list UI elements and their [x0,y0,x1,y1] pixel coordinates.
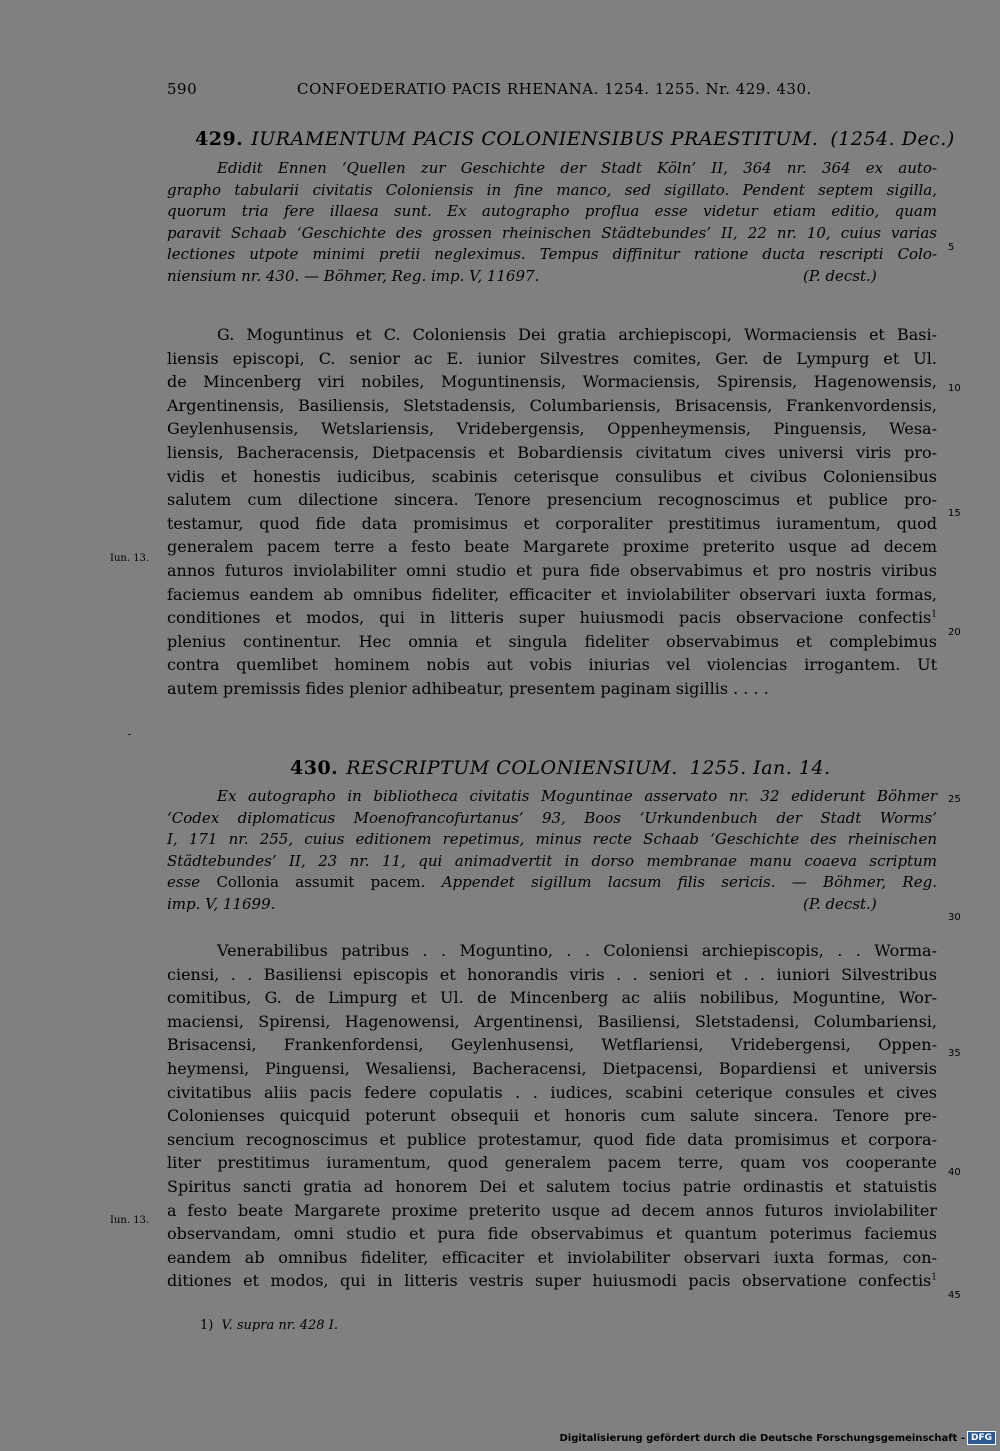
text-line: vidis et honestis iudicibus, scabinis ceterisque consulibus et civibus Coloniensibus [167,466,937,486]
page-number: 590 [167,80,198,98]
text-line: contra quemlibet hominem nobis aut vobis iniurias vel violencias irrogantem. Ut [167,655,937,675]
note-line-text: imp. V, 11699. [167,894,276,913]
dfg-logo-icon: DFG [967,1431,996,1445]
credit-text: Digitalisierung gefördert durch die Deutsche Forschungsgemeinschaft - [559,1432,965,1444]
line-number: 45 [948,1290,961,1301]
footnote-ref: 1 [931,1272,937,1283]
line-number: 5 [948,242,955,253]
text-line: salutem cum dilectione sincera. Tenore presencium recognoscimus et publice pro- [167,490,937,510]
text-line: autem premissis fides plenior adhibeatur, presentem paginam sigillis . . . . [167,678,769,698]
footnote-text: V. supra nr. 428 I. [221,1318,338,1333]
doc-429-number: 429. [195,128,244,150]
footnote-marker: 1) [200,1318,214,1333]
margin-tick [128,734,131,735]
text-line: comitibus, G. de Limpurg et Ul. de Mincenberg ac aliis nobilibus, Moguntine, Wor- [167,988,937,1008]
text-line: generalem pacem terre a festo beate Margarete proxime preterito usque ad decem [167,537,937,557]
line-number: 40 [948,1167,961,1178]
text-line: faciemus eandem ab omnibus fideliter, efficaciter et inviolabiliter observari iuxta formas, [167,584,937,604]
text-line: civitatibus aliis pacis federe copulatis . . iudices, scabini ceterique consules et cives [167,1082,937,1102]
line-number: 20 [948,627,961,638]
text-line-with-footnote [167,606,937,630]
note-line: quorum tria fere illaesa sunt. Ex autographo proflua esse videtur etiam editio, quam [167,202,937,220]
editor-mark: (P. decst.) [803,266,877,285]
note-line: Edidit Ennen ‘Quellen zur Geschichte der Stadt Köln’ II, 364 nr. 364 ex auto- [217,159,937,177]
text-line: a festo beate Margarete proxime preterito usque ad decem annos futuros inviolabiliter [167,1200,937,1220]
digitization-credit [559,1431,996,1445]
note-line: grapho tabularii civitatis Coloniensis in fine manco, sed sigillato. Pendent septem sigilla, [167,180,937,199]
text-line: Spiritus sancti gratia ad honorem Dei et salutem tocius patrie ordinastis et statuistis [167,1176,937,1196]
line-number: 30 [948,912,961,923]
text-line: annos futuros inviolabiliter omni studio et pura fide observabimus et pro nostris viribus [167,560,937,580]
doc-429-editorial-notes [167,158,937,287]
text-line: liensis episcopi, C. senior ac E. iunior Silvestres comites, Ger. de Lympurg et Ul. [167,348,937,368]
note-line: Städtebundes’ II, 23 nr. 11, qui animadvertit in dorso membranae manu coaeva scriptum [167,851,937,870]
line-number: 10 [948,383,961,394]
text-line: Colonienses quicquid poterunt obsequii et honoris cum salute sincera. Tenore pre- [167,1106,937,1126]
doc-430-title: RESCRIPTUM COLONIENSIUM. [346,757,678,779]
note-line: lectiones utpote minimi pretii negleximus. Tempus diffinitur ratione ducta rescripti Colo- [167,245,937,263]
text-line: Venerabilibus patribus . . Moguntino, . . Coloniensi archiepiscopis, . . Worma- [217,941,937,960]
doc-429-body [167,323,937,701]
text-line: observandam, omni studio et pura fide observabimus et quantum poterimus faciemus [167,1224,937,1244]
margin-date-note: Iun. 13. [110,553,150,564]
doc-430-number: 430. [290,757,339,779]
text-line: plenius continentur. Hec omnia et singula fideliter observabimus et complebimus [167,631,937,651]
note-line-last [167,894,937,916]
doc-430-heading [290,757,1000,779]
note-fragment: Appendet sigillum lacsum filis sericis. — Böhmer, Reg. [441,873,937,891]
text-line-content: ditiones et modos, qui in litteris vestris super huiusmodi pacis observatione confectis [167,1271,932,1291]
text-line: G. Moguntinus et C. Coloniensis Dei gratia archiepiscopi, Wormaciensis et Basi- [217,325,937,344]
text-line: ciensi, . . Basiliensi episcopis et honorandis viris . . seniori et . . iuniori Silvestribus [167,964,937,984]
doc-430-body [167,939,937,1293]
doc-429-title: IURAMENTUM PACIS COLONIENSIBUS PRAESTITUM. [251,128,819,150]
margin-date-note: Iun. 13. [110,1215,150,1226]
note-fragment: esse [167,873,201,891]
text-line: liter prestitimus iuramentum, quod generalem pacem terre, quam vos cooperante [167,1153,937,1173]
doc-429-heading [195,128,955,150]
text-line: heymensi, Pinguensi, Wesaliensi, Bacheracensi, Dietpacensi, Bopardiensi et universis [167,1058,937,1078]
text-line: Argentinensis, Basiliensis, Sletstadensis, Columbariensis, Brisacensis, Frankenvordensis, [167,395,937,415]
note-line [167,872,937,894]
text-line-with-footnote [167,1269,937,1293]
text-line: liensis, Bacheracensis, Dietpacensis et Bobardiensis civitatum cives universi viris pro- [167,442,937,462]
doc-430-date: 1255. Ian. 14. [689,757,831,779]
text-line: de Mincenberg viri nobiles, Moguntinensis, Wormaciensis, Spirensis, Hagenowensis, [167,372,937,392]
footnote-ref: 1 [931,609,937,620]
text-line-content: conditiones et modos, qui in litteris super huiusmodi pacis observacione confectis [167,608,932,628]
doc-430-editorial-notes [167,786,937,915]
line-number: 35 [948,1048,961,1059]
note-quoted-text: Collonia assumit pacem. [216,873,426,891]
editor-mark: (P. decst.) [803,894,877,913]
running-title: CONFOEDERATIO PACIS RHENANA. 1254. 1255. Nr. 429. 430. [297,80,812,98]
line-number: 15 [948,508,961,519]
text-line: Geylenhusensis, Wetslariensis, Vridebergensis, Oppenheymensis, Pinguensis, Wesa- [167,419,937,439]
note-line-text: niensium nr. 430. — Böhmer, Reg. imp. V, 11697. [167,266,540,285]
text-line: eandem ab omnibus fideliter, efficaciter et inviolabiliter observari iuxta formas, con- [167,1247,937,1267]
note-line: I, 171 nr. 255, cuius editionem repetimus, minus recte Schaab ‘Geschichte des rheinischen [167,830,937,848]
text-line: testamur, quod fide data promisimus et corporaliter prestitimus iuramentum, quod [167,513,937,533]
text-line: Brisacensi, Frankenfordensi, Geylenhusensi, Wetflariensi, Vridebergensi, Oppen- [167,1035,937,1055]
text-line: maciensi, Spirensi, Hagenowensi, Argentinensi, Basiliensi, Sletstadensi, Columbariensi, [167,1011,937,1031]
line-number: 25 [948,794,961,805]
text-line: sencium recognoscimus et publice protestamur, quod fide data promisimus et corpora- [167,1129,937,1149]
footnote [200,1318,338,1333]
doc-429-date: (1254. Dec.) [830,128,955,150]
note-line: paravit Schaab ‘Geschichte des grossen rheinischen Städtebundes’ II, 22 nr. 10, cuius varias [167,223,937,242]
note-line: ‘Codex diplomaticus Moenofrancofurtanus’ 93, Boos ‘Urkundenbuch der Stadt Worms’ [167,808,937,827]
note-line: Ex autographo in bibliotheca civitatis Moguntinae asservato nr. 32 ediderunt Böhmer [217,787,937,805]
note-line-last [167,266,937,288]
